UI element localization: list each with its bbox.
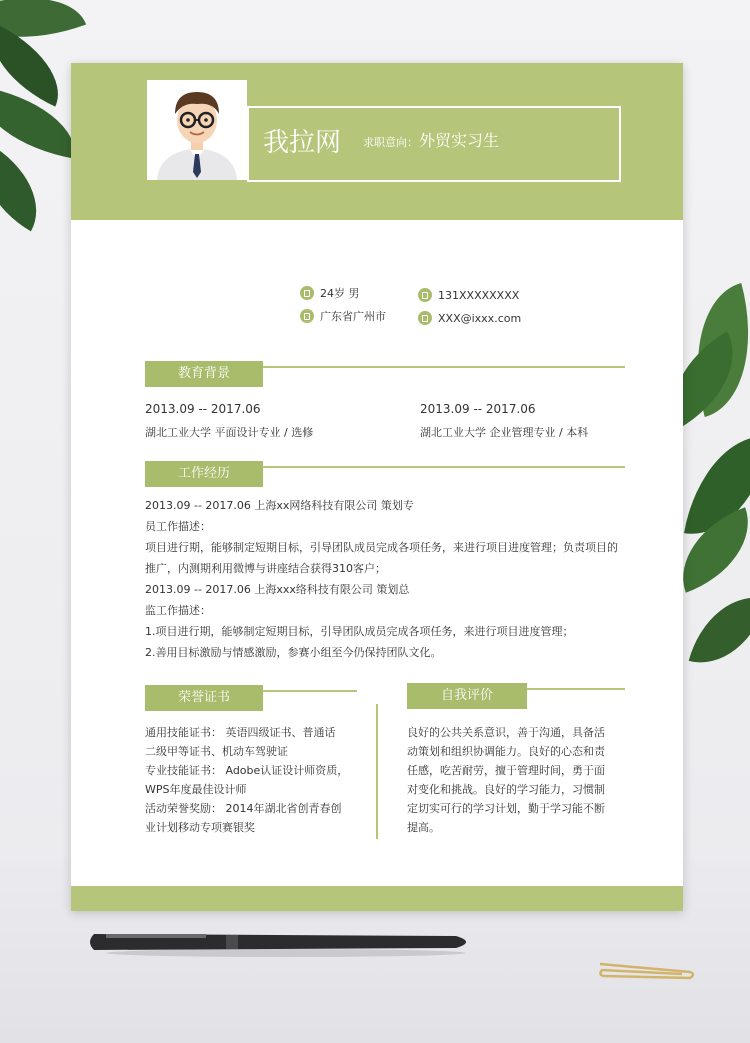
honors-line: 二级甲等证书、机动车驾驶证 [145, 745, 288, 758]
self-eval-line: 定切实可行的学习计划，勤于学习能不断 [407, 802, 605, 815]
email-icon [418, 311, 432, 325]
work-line: 监工作描述： [145, 604, 211, 617]
candidate-name: 我拉网 [263, 128, 342, 158]
honors-header [145, 685, 357, 711]
honors-line: 通用技能证书： 英语四级证书、普通话 [145, 726, 336, 739]
self-eval-line: 良好的公共关系意识，善于沟通，具备活 [407, 726, 605, 739]
self-eval-rule [527, 688, 625, 690]
work-line: 项目进行期，能够制定短期目标，引导团队成员完成各项任务，来进行项目进度管理；负责项目的 [145, 541, 618, 554]
phone-icon [418, 288, 432, 302]
self-eval-header [407, 683, 625, 709]
self-eval-line: 动策划和组织协调能力。良好的心态和责 [407, 745, 605, 758]
edu-2-detail: 湖北工业大学 企业管理专业 / 本科 [420, 426, 589, 439]
name-box [247, 106, 621, 182]
honors-title: 荣誉证书 [145, 685, 263, 711]
work-line: 2.善用目标激励与情感激励，参赛小组至今仍保持团队文化。 [145, 646, 442, 659]
self-eval-line: 提高。 [407, 821, 440, 834]
location-icon [300, 309, 314, 323]
age-gender-text: 24岁 男 [320, 287, 360, 300]
resume-sheet [71, 63, 683, 911]
info-location [300, 308, 386, 324]
footer-band [71, 886, 683, 911]
work-title: 工作经历 [145, 461, 263, 487]
info-age-gender [300, 285, 360, 301]
work-line: 2013.09 -- 2017.06 上海xx网络科技有限公司 策划专 [145, 499, 414, 512]
self-eval-line: 任感，吃苦耐劳，擅于管理时间，勇于面 [407, 764, 605, 777]
self-eval-line: 对变化和挑战。良好的学习能力，习惯制 [407, 783, 605, 796]
work-line: 员工作描述： [145, 520, 211, 533]
education-rule [263, 366, 625, 368]
info-phone [418, 288, 519, 302]
paper-clip [594, 958, 698, 982]
honors-rule [263, 690, 357, 692]
education-title: 教育背景 [145, 361, 263, 387]
edu-2-date: 2013.09 -- 2017.06 [420, 402, 536, 416]
work-line: 推广，内测期利用微博与讲座结合获得310客户； [145, 562, 386, 575]
work-line: 2013.09 -- 2017.06 上海xxx络科技有限公司 策划总 [145, 583, 410, 596]
work-details [145, 495, 618, 663]
work-rule [263, 466, 625, 468]
avatar [147, 80, 247, 180]
self-eval-title: 自我评价 [407, 683, 527, 709]
honors-line: WPS年度最佳设计师 [145, 783, 247, 796]
work-header [145, 461, 625, 487]
intent-value: 外贸实习生 [419, 131, 500, 150]
column-divider [376, 704, 378, 839]
intent-label: 求职意向： [363, 136, 418, 149]
graduation-cap-icon [300, 286, 314, 300]
edu-1-detail: 湖北工业大学 平面设计专业 / 选修 [145, 426, 314, 439]
honors-line: 业计划移动专项赛银奖 [145, 821, 255, 834]
self-eval-details [407, 723, 605, 837]
education-header [145, 361, 625, 387]
pen [86, 926, 478, 960]
info-email [418, 311, 521, 325]
email-text: XXX@ixxx.com [438, 311, 522, 325]
work-line: 1.项目进行期，能够制定短期目标，引导团队成员完成各项任务，来进行项目进度管理； [145, 625, 574, 638]
honors-line: 活动荣誉奖励： 2014年湖北省创青春创 [145, 802, 342, 815]
edu-1-date: 2013.09 -- 2017.06 [145, 402, 261, 416]
location-text: 广东省广州市 [320, 310, 386, 323]
phone-text: 131XXXXXXXX [438, 288, 520, 302]
honors-line: 专业技能证书： Adobe认证设计师资质， [145, 764, 349, 777]
honors-details [145, 723, 348, 837]
